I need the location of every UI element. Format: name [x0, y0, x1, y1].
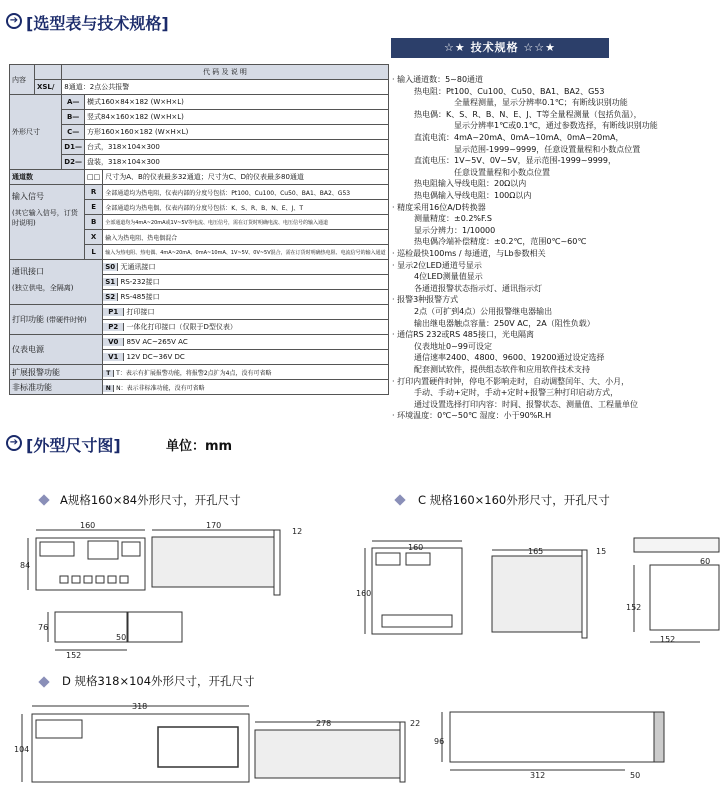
- input-desc: 全部通道均为热电阻，仪表内部的分度号包括：Pt100、Cu100、Cu50、BA1、BA2、G53: [103, 185, 388, 200]
- spec-line: 输出继电器触点容量：250V AC，2A（阻性负载）: [414, 318, 595, 328]
- a-dim-width: 160: [80, 521, 96, 530]
- d-dim-flange: 22: [410, 719, 421, 728]
- comm-desc: RS-485接口: [120, 293, 160, 301]
- alarm-code: T: [103, 370, 114, 377]
- circle-arrow-icon: ➔: [6, 435, 22, 451]
- spec-line: 4位LED测量值显示: [414, 272, 483, 282]
- c-dim-cut-width: 152: [660, 635, 676, 644]
- alarm-label: 扩展报警功能: [10, 365, 103, 380]
- comm-desc: 无通讯接口: [120, 263, 156, 271]
- d-dim-width: 318: [132, 702, 148, 711]
- model-desc: 8通道：2点公共报警: [62, 80, 388, 95]
- comm-code: S1: [103, 278, 118, 286]
- spec-line: · 显示2位LED通道号显示: [392, 260, 482, 270]
- spec-line: 全量程测量，显示分辨率0.1℃；有断线识别功能: [454, 98, 628, 108]
- size-label: 外形尺寸: [10, 95, 62, 170]
- input-desc: 全部通道均为4mA~20mA或1V~5V等电流、电压信号，需在订货时明确电流、电压信号的输入通道: [103, 215, 388, 230]
- size-desc: 盘装，318×104×300: [85, 155, 389, 170]
- channels-label: 通道数: [10, 170, 85, 185]
- spec-line: · 报警3种报警方式: [392, 295, 459, 305]
- spec-line: 显示范围-1999~9999，任意设置量程和小数点位置: [454, 144, 641, 154]
- size-code: B—: [62, 110, 85, 125]
- unit-label: 单位：mm: [166, 439, 233, 454]
- print-note: (带硬件时钟): [46, 316, 87, 324]
- d-front-panel: [32, 714, 249, 782]
- power-label: 仪表电源: [10, 335, 103, 365]
- diagram-d-title: D 规格318×104外形尺寸，开孔尺寸: [62, 674, 255, 688]
- c-dim-depth: 60: [700, 557, 711, 566]
- comm-label: 通讯接口: [12, 267, 44, 276]
- print-desc: 打印接口: [126, 308, 155, 316]
- size-desc: 方形160×160×182 (W×H×L): [85, 125, 389, 140]
- a-dim-flange: 12: [292, 527, 303, 536]
- print-desc: 一体化打印接口（仅限于D型仪表）: [126, 323, 237, 331]
- spec-line: 手动、手动+定时，手动+定时+报警三种打印启动方式，: [414, 388, 619, 398]
- power-desc: 12V DC~36V DC: [126, 353, 185, 361]
- spec-line: · 输入通道数：5~80通道: [392, 75, 484, 84]
- spec-line: 任意设置量程和小数点位置: [454, 167, 550, 177]
- comm-code: S2: [103, 293, 118, 301]
- size-desc: 台式，318×104×300: [85, 140, 389, 155]
- spec-line: 热电偶输入导线电阻：100Ω以内: [414, 191, 532, 200]
- size-desc: 横式160×84×182 (W×H×L): [85, 95, 389, 110]
- print-code: P1: [103, 308, 124, 316]
- size-code: D2—: [62, 155, 85, 170]
- d-dim-cut-gap: 50: [630, 771, 641, 780]
- size-code: A—: [62, 95, 85, 110]
- input-code: B: [85, 215, 103, 230]
- spec-line: 显示分辨力：1/10000: [414, 225, 496, 235]
- section-title-dimensions: [外型尺寸图]: [26, 436, 121, 455]
- input-code: X: [85, 230, 103, 245]
- nonstd-desc: N：表示非标准功能，没有可省略: [116, 384, 205, 392]
- a-buttons: [60, 576, 128, 583]
- spec-line: 2点（可扩到4点）公用报警继电器输出: [414, 307, 553, 316]
- d-dim-cut-height: 96: [434, 737, 445, 746]
- a-dim-length: 170: [206, 521, 222, 530]
- spec-line: 热电偶冷端补偿精度：±0.2℃，范围0℃~60℃: [414, 237, 587, 247]
- size-code: D1—: [62, 140, 85, 155]
- comm-code: S0: [103, 263, 118, 271]
- input-note: (其它输入信号，订货时说明): [12, 209, 78, 227]
- spec-line: 仪表地址0~99可设定: [414, 341, 492, 351]
- power-desc: 85V AC~265V AC: [126, 338, 188, 346]
- section-title-selection: [选型表与技术规格]: [26, 14, 169, 33]
- a-dim-cut-height: 76: [38, 623, 49, 632]
- spec-line: · 通信RS 232或RS 485接口，光电隔离: [392, 330, 534, 340]
- diagram-a-title: A规格160×84外形尺寸，开孔尺寸: [60, 493, 241, 507]
- spec-line: · 环境温度：0℃~50℃ 湿度：小于90%R.H: [392, 411, 552, 421]
- c-front-panel: [372, 548, 462, 634]
- power-code: V0: [103, 338, 124, 346]
- spec-line: · 精度采用16位A/D转换器: [392, 202, 486, 212]
- spec-line: 各通道报警状态指示灯、通讯指示灯: [414, 283, 542, 293]
- input-code: L: [85, 245, 103, 260]
- power-code: V1: [103, 353, 124, 361]
- d-dim-length: 278: [316, 719, 332, 728]
- spec-line: 直流电流：4mA~20mA、0mA~10mA、0mA~20mA，: [414, 133, 624, 142]
- a-dim-cut-gap: 50: [116, 633, 127, 642]
- spec-line: 配套测试软件，提供组态软件和应用软件技术支持: [414, 365, 590, 374]
- c-dim-flange: 15: [596, 547, 607, 556]
- size-desc: 竖式84×160×182 (W×H×L): [85, 110, 389, 125]
- comm-desc: RS-232接口: [120, 278, 160, 286]
- a-front-panel: [36, 538, 145, 590]
- c-dim-width: 160: [408, 543, 424, 552]
- c-dim-height: 160: [356, 589, 372, 598]
- print-code: P2: [103, 323, 124, 331]
- spec-line: · 巡检最快100ms / 每通道，与Lb参数相关: [392, 249, 546, 258]
- spec-line: 通过设置选择打印内容：时间、报警状态、测量值、工程量单位: [414, 399, 638, 409]
- spec-line: 显示分辨率1℃或0.1℃，通过参数选择，有断线识别功能: [454, 121, 658, 131]
- input-desc: 全部通道均为热电偶，仪表内部的分度号包括：K、S、R、B、N、E、J、T: [103, 200, 388, 215]
- d-dim-height: 104: [14, 745, 30, 754]
- input-desc: 输入为热电阻、热电偶混合: [103, 230, 388, 245]
- a-dim-cut-width: 152: [66, 651, 82, 660]
- input-label: 输入信号: [12, 192, 44, 201]
- spec-line: · 打印内置硬件时钟，停电不影响走时，自动调整闰年、大、小月，: [392, 376, 630, 386]
- spec-line: 测量精度：±0.2%F.S: [414, 214, 492, 224]
- model-code: XSL/: [34, 80, 61, 95]
- input-desc: 输入为热电阻、热电偶、4mA~20mA、0mA~10mA、1V~5V、0V~5V混合，需在订货时明确热电阻、电流信号的输入通道: [103, 245, 388, 260]
- spec-line: 热电阻输入导线电阻：20Ω以内: [414, 179, 527, 189]
- d-dim-cut-width: 312: [530, 771, 546, 780]
- comm-note: (独立供电，全隔离): [12, 284, 74, 292]
- spec-line: 热电阻：Pt100、Cu100、Cu50、BA1、BA2、G53: [414, 86, 605, 96]
- nonstd-code: N: [103, 385, 114, 392]
- input-code: E: [85, 200, 103, 215]
- alarm-desc: T：表示有扩展报警功能，将报警2点扩为4点，没有可省略: [116, 369, 272, 377]
- a-dim-height: 84: [20, 561, 31, 570]
- diagram-c-title: C 规格160×160外形尺寸，开孔尺寸: [418, 493, 610, 507]
- spec-header: ☆★ 技术规格 ☆☆★: [391, 38, 609, 58]
- spec-line: 热电偶：K、S、R、B、N、E、J、T等全量程测量（包括负温），: [414, 109, 642, 119]
- input-code: R: [85, 185, 103, 200]
- table-header: 代 码 及 说 明: [62, 65, 388, 80]
- channels-code: □□: [85, 170, 103, 185]
- spec-line: 通信速率2400、4800、9600、19200通过设定选择: [414, 353, 605, 363]
- print-label: 打印功能: [12, 315, 44, 324]
- channels-desc: 尺寸为A、B的仪表最多32通道；尺寸为C、D的仪表最多80通道: [103, 170, 388, 185]
- content-label: 内容: [10, 65, 35, 95]
- circle-arrow-icon: ➔: [6, 13, 22, 29]
- nonstd-label: 非标准功能: [10, 380, 103, 395]
- c-dim-cut-height: 152: [626, 603, 642, 612]
- spec-line: 直流电压：1V~5V、0V~5V，显示范围-1999~9999，: [414, 156, 616, 166]
- c-dim-length: 165: [528, 547, 544, 556]
- size-code: C—: [62, 125, 85, 140]
